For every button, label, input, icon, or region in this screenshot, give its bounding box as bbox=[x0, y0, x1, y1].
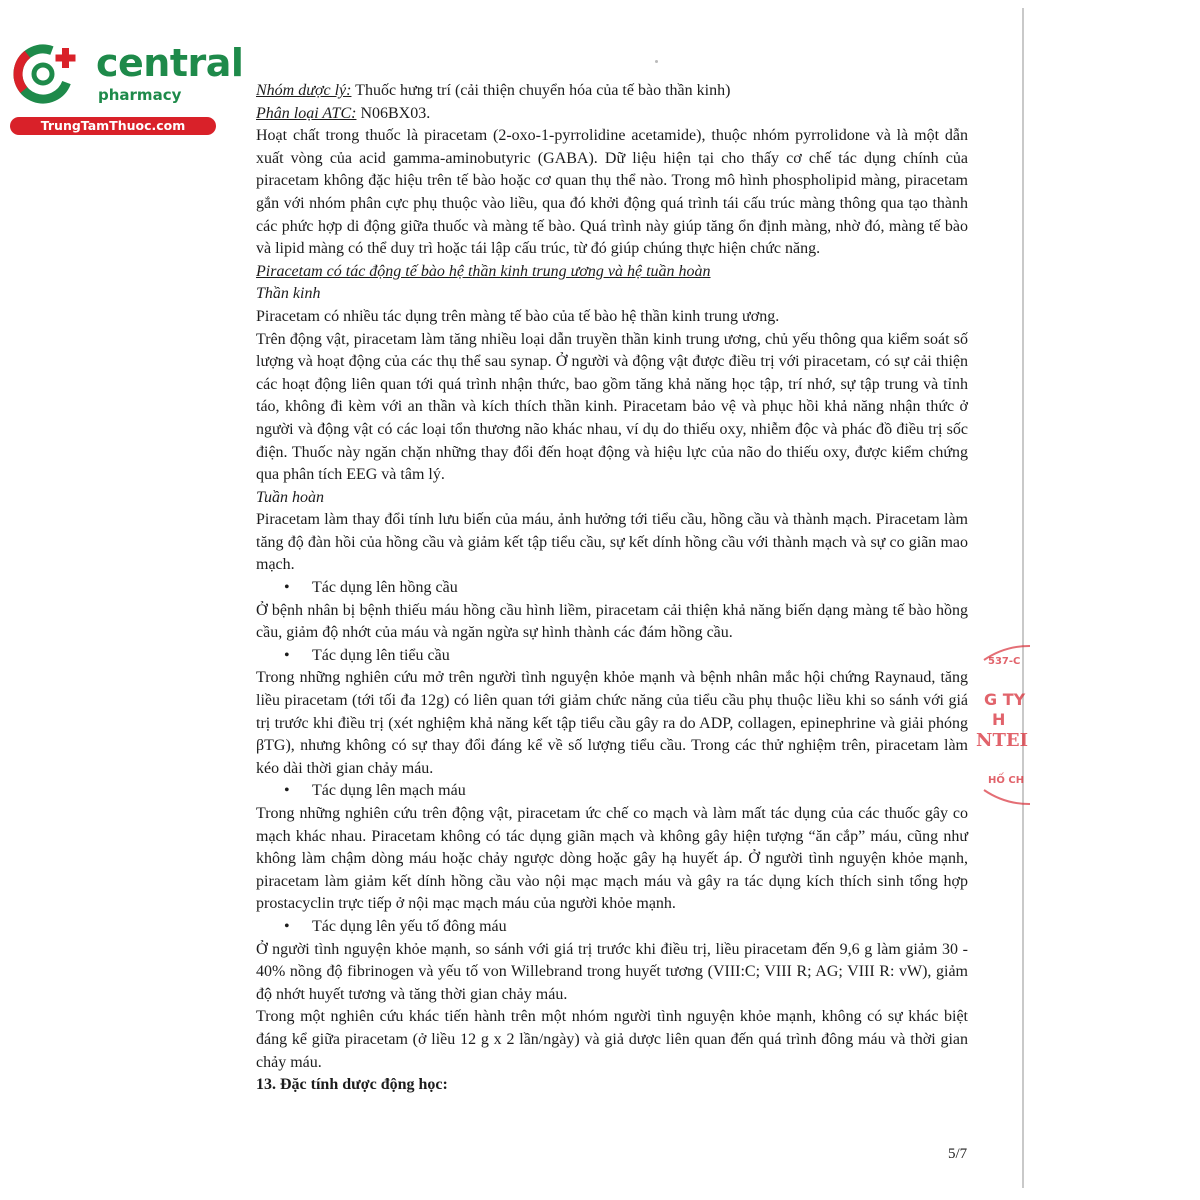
pharmacologic-group-line bbox=[256, 80, 968, 103]
stamp-text-2: G TY bbox=[984, 690, 1026, 709]
bullet-blood-vessels bbox=[256, 780, 968, 803]
page-edge bbox=[1022, 8, 1024, 1188]
paragraph-placebo-study: Trong một nghiên cứu khác tiến hành trên một nhóm người tình nguyện khỏe mạnh, không có sự khác biệt đáng kể giữa piracetam (ở liều 12 g x 2 lần/ngày) và giả dược liên quan đến quá trình đông máu và thời gian chảy máu. bbox=[256, 1008, 968, 1071]
scan-speck bbox=[655, 60, 658, 63]
central-pharmacy-logo[interactable] bbox=[10, 38, 244, 138]
bullet-platelets bbox=[256, 645, 968, 668]
paragraph-circulation: Piracetam làm thay đổi tính lưu biến của máu, ảnh hưởng tới tiểu cầu, hồng cầu và thành mạch. Piracetam làm tăng độ đàn hồi của hồng cầu và giảm kết tập tiểu cầu, sự kết dính hồng cầu với thành mạch và sự co giãn mao mạch. bbox=[256, 511, 968, 574]
subheading-nervous: Thần kinh bbox=[256, 285, 321, 303]
subheading-circulation: Tuần hoàn bbox=[256, 488, 325, 506]
stamp-text-1: 537-C bbox=[988, 656, 1021, 667]
bullet-red-blood-cells-text: Tác dụng lên hồng cầu bbox=[312, 579, 458, 597]
paragraph-red-blood-cells: Ở bệnh nhân bị bệnh thiếu máu hồng cầu hình liềm, piracetam cải thiện khả năng biến dạng màng tế bào hồng cầu, giảm độ nhớt của máu và ngăn ngừa sự hình thành các đám hồng cầu. bbox=[256, 601, 968, 642]
atc-classification-line bbox=[256, 103, 968, 126]
company-stamp-fragment bbox=[970, 630, 1030, 810]
paragraph-coagulation: Ở người tình nguyện khỏe mạnh, so sánh với giá trị trước khi điều trị, liều piracetam đến 9,6 g làm giảm 30 - 40% nồng độ fibrinogen và yếu tố von Willebrand trong huyết tương (VIII:C; VIII R; AG; VIII R: vW), giảm độ nhớt huyết tương và tăng thời gian chảy máu. bbox=[256, 940, 968, 1003]
paragraph-cns-effects: Trên động vật, piracetam làm tăng nhiều loại dẫn truyền thần kinh trung ương, chủ yếu thông qua kiểm soát số lượng và hoạt động của các thụ thể sau synap. Ở người và động vật được điều trị với piracetam, có sự cải thiện các hoạt động liên quan tới quá trình nhận thức, bao gồm tăng khả năng học tập, trí nhớ, sự tập trung và tỉnh táo, không đi kèm với an thần và kích thích thần kinh. Piracetam bảo vệ và phục hồi khả năng nhận thức ở người và động vật có các loại tổn thương não khác nhau, ví dụ do thiếu oxy, nhiễm độc và phác đồ điều trị sốc điện. Thuốc này ngăn chặn những thay đổi đến hoạt động và hiệu lực của não do thiếu oxy, được kiểm chứng qua phân tích EEG và tâm lý. bbox=[256, 330, 968, 484]
bullet-coagulation-text: Tác dụng lên yếu tố đông máu bbox=[312, 917, 507, 935]
paragraph-blood-vessels: Trong những nghiên cứu trên động vật, piracetam ức chế co mạch và làm mất tác dụng của các thuốc gây co mạch khác nhau. Piracetam không có tác dụng giãn mạch và không gây hiện tượng “ăn cắp” máu, cũng như không làm chậm dòng máu hoặc chảy ngược dòng hoặc gây hạ huyết áp. Ở người tình nguyện khỏe mạnh, piracetam làm giảm kết dính hồng cầu vào nội mạc mạch máu và gây ra tác dụng kích thích sinh tổng hợp prostacyclin trực tiếp ở nội mạc mạch máu của người khỏe mạnh. bbox=[256, 805, 968, 913]
paragraph-platelets: Trong những nghiên cứu mở trên người tình nguyện khỏe mạnh và bệnh nhân mắc hội chứng Raynaud, tăng liều piracetam (tới tối đa 12g) có liên quan tới giảm chức năng của tiểu cầu phụ thuộc liều khi so sánh với giá trị trước khi điều trị (xét nghiệm khả năng kết tập tiểu cầu gây ra do ADP, collagen, epinephrine và giải phóng βTG), nhưng không có sự thay đổi đáng kể về số lượng tiểu cầu. Trong các thử nghiệm trên, piracetam làm kéo dài thời gian chảy máu. bbox=[256, 669, 968, 777]
bullet-blood-vessels-text: Tác dụng lên mạch máu bbox=[312, 782, 466, 800]
logo-brand-name: central bbox=[96, 41, 244, 85]
logo-subtitle: pharmacy bbox=[98, 86, 182, 104]
bullet-platelets-text: Tác dụng lên tiểu cầu bbox=[312, 646, 450, 664]
pharmacologic-group-value: Thuốc hưng trí (cải thiện chuyển hóa của tế bào thần kinh) bbox=[351, 82, 731, 99]
stamp-text-5: HỐ CH bbox=[988, 775, 1025, 786]
paragraph-mechanism: Hoạt chất trong thuốc là piracetam (2-oxo-1-pyrrolidine acetamide), thuộc nhóm pyrrolidone và là một dẫn xuất vòng của acid gamma-aminobutyric (GABA). Dữ liệu hiện tại cho thấy cơ chế tác dụng chính của piracetam không đặc hiệu trên tế bào hoặc cơ quan thụ thể nào. Trong mô hình phospholipid màng, piracetam gắn với nhóm phân cực phụ thuộc vào liều, qua đó khởi động quá trình tái cấu trúc màng thông qua tạo thành các phức hợp di động giữa thuốc và màng tế bào. Quá trình này giúp tăng ổn định màng, nhờ đó, màng tế bào và lipid màng có thể duy trì hoặc tái lập cấu trúc, từ đó giúp chúng thực hiện chức năng. bbox=[256, 127, 968, 258]
section-heading-pharmacokinetics: 13. Đặc tính dược động học: bbox=[256, 1076, 448, 1094]
atc-value: N06BX03. bbox=[356, 104, 431, 122]
stamp-text-4: NTEI bbox=[976, 730, 1028, 751]
stamp-text-3: H bbox=[992, 710, 1006, 729]
atc-label: Phân loại ATC: bbox=[256, 104, 357, 122]
bullet-red-blood-cells bbox=[256, 577, 968, 600]
page-number: 5/7 bbox=[948, 1146, 968, 1162]
pharmacologic-group-label: Nhóm dược lý: bbox=[256, 82, 352, 99]
section-heading-cns-circulation: Piracetam có tác động tế bào hệ thần kinh trung ương và hệ tuần hoàn bbox=[256, 262, 711, 280]
document-body bbox=[256, 80, 968, 1097]
paragraph-cns-membrane: Piracetam có nhiều tác dụng trên màng tế bào của tế bào hệ thần kinh trung ương. bbox=[256, 307, 780, 325]
pharmacy-cross-logo-icon bbox=[10, 38, 88, 108]
logo-website-link[interactable]: TrungTamThuoc.com bbox=[10, 117, 216, 135]
bullet-coagulation bbox=[256, 916, 968, 939]
